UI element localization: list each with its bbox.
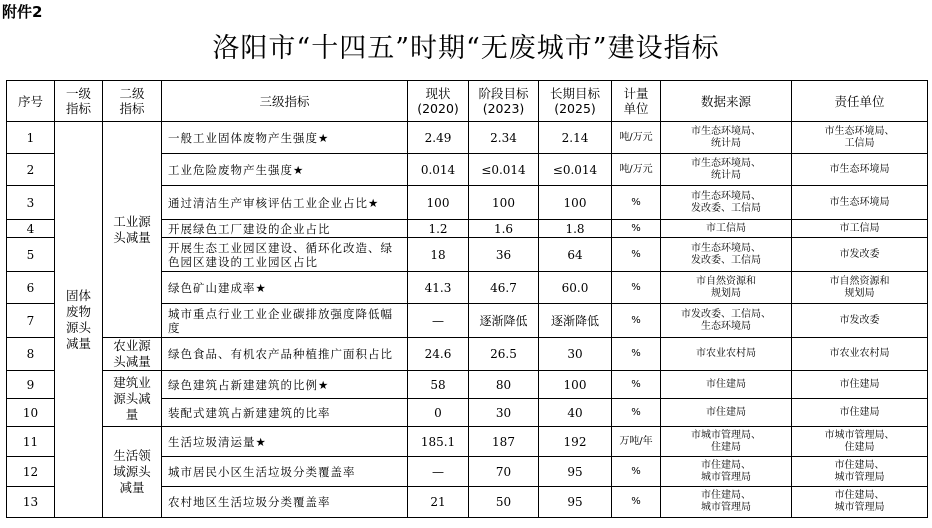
attachment-label: 附件2 [2,3,43,21]
row-current: 21 [408,487,469,518]
row-stage: 逐渐降低 [469,304,539,338]
row-longterm: 95 [539,457,612,487]
row-responsible: 市住建局、 城市管理局 [792,487,928,518]
row-source: 市住建局、 城市管理局 [661,487,792,518]
row-current: 24.6 [408,338,469,371]
row-responsible: 市生态环境局、 工信局 [792,122,928,154]
row-current: — [408,457,469,487]
row-longterm: 2.14 [539,122,612,154]
row-indicator: 通过清洁生产审核评估工业企业占比★ [162,186,408,220]
row-current: — [408,304,469,338]
level2-indicator: 生活领 域源头 减量 [103,427,162,518]
row-current: 0 [408,399,469,427]
row-indicator: 绿色矿山建成率★ [162,272,408,304]
row-longterm: 64 [539,238,612,272]
row-stage: 100 [469,186,539,220]
row-seq: 7 [7,304,55,338]
row-source: 市工信局 [661,220,792,238]
row-seq: 4 [7,220,55,238]
row-stage: 187 [469,427,539,457]
row-stage: 36 [469,238,539,272]
row-stage: 80 [469,371,539,399]
table-header-row [7,81,928,122]
row-longterm: 40 [539,399,612,427]
row-longterm: 逐渐降低 [539,304,612,338]
row-seq: 1 [7,122,55,154]
row-source: 市住建局 [661,371,792,399]
row-seq: 8 [7,338,55,371]
row-unit: 万吨/年 [612,427,661,457]
row-unit: % [612,304,661,338]
row-responsible: 市工信局 [792,220,928,238]
row-current: 18 [408,238,469,272]
row-longterm: 100 [539,371,612,399]
row-indicator: 一般工业固体废物产生强度★ [162,122,408,154]
row-source: 市生态环境局、 统计局 [661,122,792,154]
row-responsible: 市住建局 [792,399,928,427]
row-unit: % [612,457,661,487]
row-responsible: 市住建局 [792,371,928,399]
row-stage: 46.7 [469,272,539,304]
level2-indicator: 工业源 头减量 [103,122,162,338]
row-unit: 吨/万元 [612,154,661,186]
row-current: 58 [408,371,469,399]
row-longterm: 1.8 [539,220,612,238]
level2-indicator: 农业源 头减量 [103,338,162,371]
row-longterm: 192 [539,427,612,457]
row-indicator: 绿色建筑占新建建筑的比例★ [162,371,408,399]
row-indicator: 开展生态工业园区建设、循环化改造、绿色园区建设的工业园区占比 [162,238,408,272]
row-source: 市城市管理局、 住建局 [661,427,792,457]
row-source: 市农业农村局 [661,338,792,371]
row-responsible: 市发改委 [792,238,928,272]
row-stage: 30 [469,399,539,427]
header-level3: 三级指标 [162,81,408,122]
row-indicator: 农村地区生活垃圾分类覆盖率 [162,487,408,518]
row-unit: % [612,272,661,304]
header-level1: 一级 指标 [55,81,103,122]
row-longterm: 60.0 [539,272,612,304]
row-responsible: 市自然资源和 规划局 [792,272,928,304]
row-seq: 6 [7,272,55,304]
row-longterm: 100 [539,186,612,220]
row-current: 100 [408,186,469,220]
row-current: 1.2 [408,220,469,238]
row-unit: % [612,220,661,238]
row-unit: % [612,186,661,220]
row-stage: 1.6 [469,220,539,238]
row-source: 市住建局 [661,399,792,427]
row-unit: % [612,338,661,371]
table-row [7,122,928,154]
indicator-table [6,80,928,518]
row-responsible: 市生态环境局 [792,186,928,220]
row-responsible: 市城市管理局、 住建局 [792,427,928,457]
row-unit: % [612,371,661,399]
row-indicator: 装配式建筑占新建建筑的比率 [162,399,408,427]
row-current: 41.3 [408,272,469,304]
row-current: 0.014 [408,154,469,186]
table-row [7,338,928,371]
page-title: 洛阳市“十四五”时期“无废城市”建设指标 [212,33,720,64]
row-unit: 吨/万元 [612,122,661,154]
row-unit: % [612,238,661,272]
table-row [7,371,928,399]
row-seq: 11 [7,427,55,457]
table-row [7,427,928,457]
row-indicator: 工业危险废物产生强度★ [162,154,408,186]
row-indicator: 开展绿色工厂建设的企业占比 [162,220,408,238]
row-source: 市生态环境局、 统计局 [661,154,792,186]
row-source: 市住建局、 城市管理局 [661,457,792,487]
row-responsible: 市农业农村局 [792,338,928,371]
row-seq: 2 [7,154,55,186]
row-stage: 26.5 [469,338,539,371]
row-indicator: 绿色食品、有机农产品种植推广面积占比 [162,338,408,371]
row-seq: 12 [7,457,55,487]
row-longterm: 95 [539,487,612,518]
row-longterm: 30 [539,338,612,371]
row-unit: % [612,487,661,518]
header-level2: 二级 指标 [103,81,162,122]
row-stage: ≤0.014 [469,154,539,186]
row-source: 市生态环境局、 发改委、工信局 [661,238,792,272]
row-seq: 10 [7,399,55,427]
header-responsible: 责任单位 [792,81,928,122]
header-source: 数据来源 [661,81,792,122]
row-longterm: ≤0.014 [539,154,612,186]
header-seq: 序号 [7,81,55,122]
header-unit: 计量 单位 [612,81,661,122]
row-indicator: 生活垃圾清运量★ [162,427,408,457]
row-seq: 3 [7,186,55,220]
row-stage: 2.34 [469,122,539,154]
row-stage: 50 [469,487,539,518]
row-responsible: 市住建局、 城市管理局 [792,457,928,487]
row-current: 185.1 [408,427,469,457]
header-current: 现状 (2020) [408,81,469,122]
row-indicator: 城市居民小区生活垃圾分类覆盖率 [162,457,408,487]
row-seq: 9 [7,371,55,399]
row-responsible: 市发改委 [792,304,928,338]
row-seq: 13 [7,487,55,518]
level2-indicator: 建筑业 源头减 量 [103,371,162,427]
row-source: 市发改委、工信局、 生态环境局 [661,304,792,338]
row-unit: % [612,399,661,427]
row-seq: 5 [7,238,55,272]
row-stage: 70 [469,457,539,487]
row-current: 2.49 [408,122,469,154]
row-indicator: 城市重点行业工业企业碳排放强度降低幅度 [162,304,408,338]
header-longterm: 长期目标 (2025) [539,81,612,122]
row-source: 市自然资源和 规划局 [661,272,792,304]
level1-indicator: 固体 废物 源头 减量 [55,122,103,518]
row-source: 市生态环境局、 发改委、工信局 [661,186,792,220]
row-responsible: 市生态环境局 [792,154,928,186]
header-stage: 阶段目标 (2023) [469,81,539,122]
